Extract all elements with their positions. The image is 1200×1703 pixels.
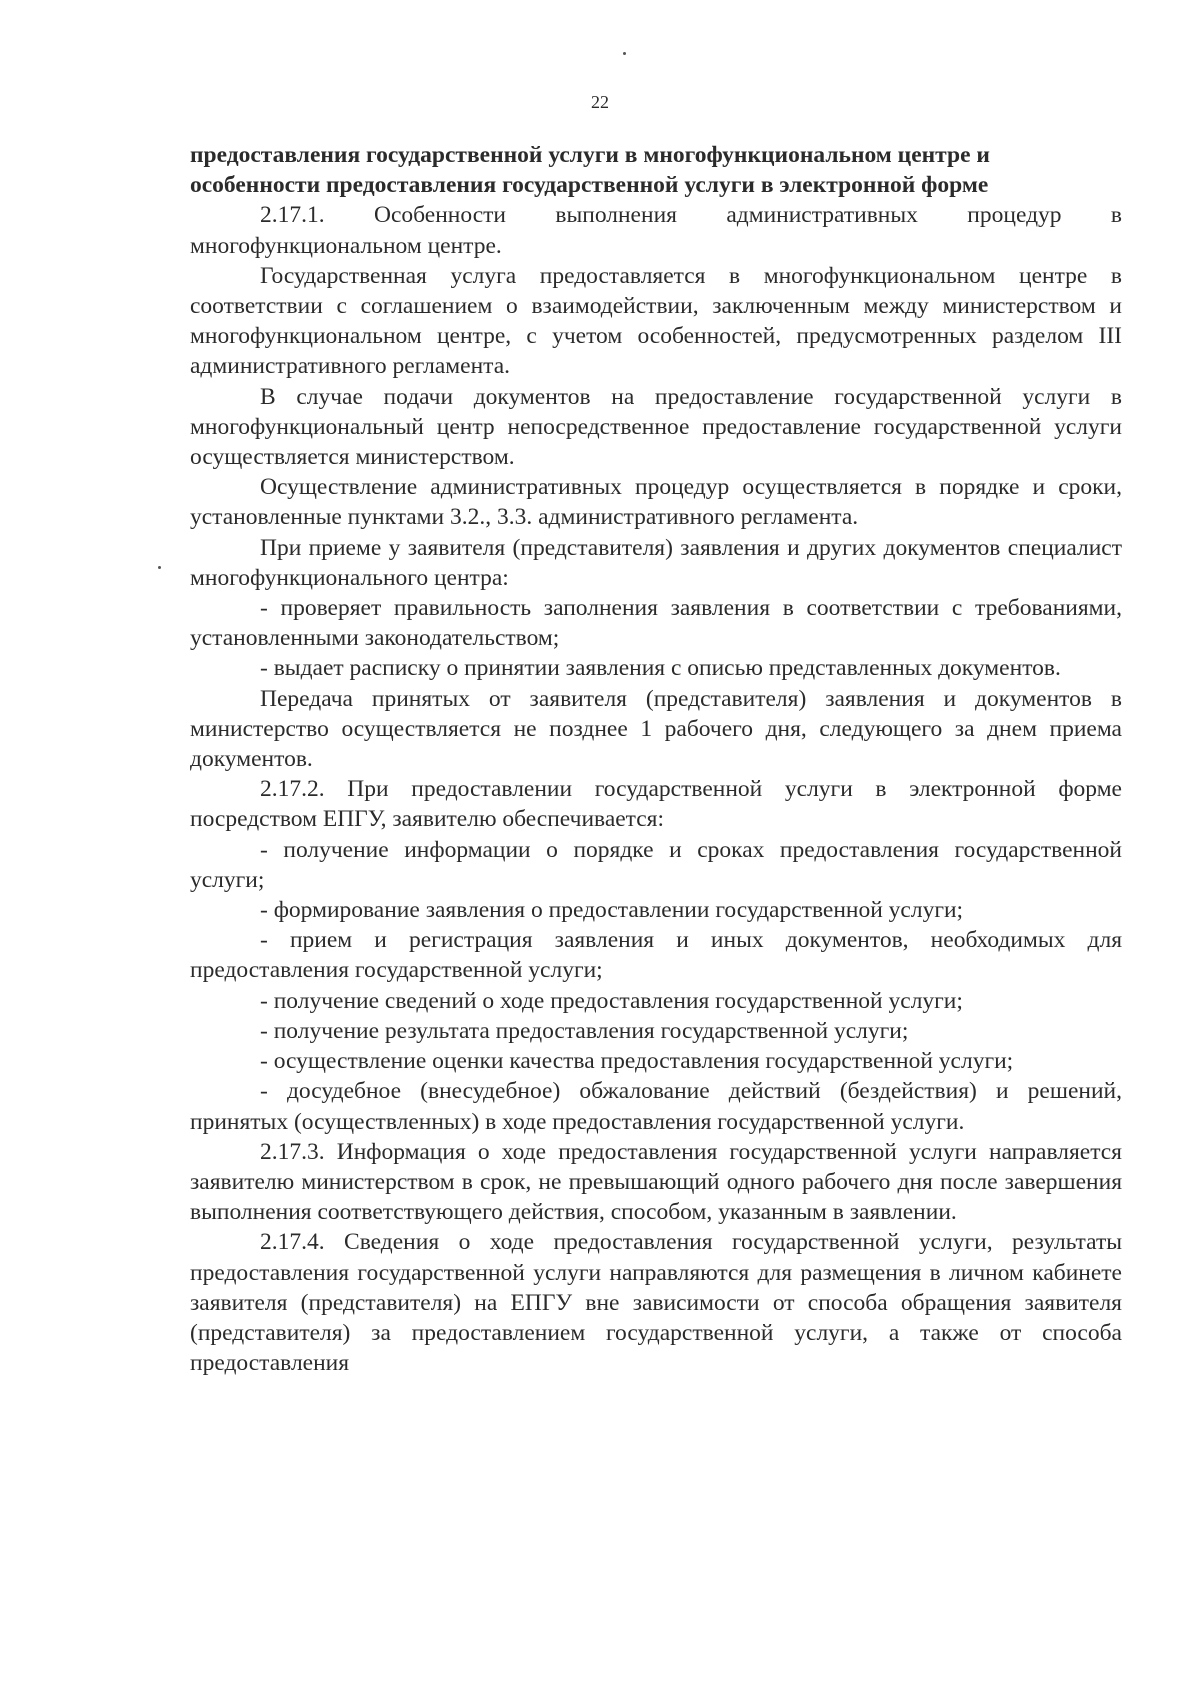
paragraph: Передача принятых от заявителя (представителя) заявления и документов в министерство осуществляется не позднее 1 рабочего дня, следующего за днем приема документов.: [190, 685, 1122, 773]
paragraph: 2.17.1. Особенности выполнения административных процедур в многофункциональном центре.: [190, 202, 1122, 259]
page-number: 22: [591, 92, 609, 112]
section-heading-line: предоставления государственной услуги в многофункциональном центре и: [190, 142, 990, 168]
paragraph: В случае подачи документов на предоставление государственной услуги в многофункциональный центр непосредственное предоставление государственной услуги осуществляется министерством.: [190, 383, 1122, 471]
section-heading-line: особенности предоставления государственной услуги в электронной форме: [190, 172, 989, 199]
list-item: - проверяет правильность заполнения заявления в соответствии с требованиями, установленными законодательством;: [190, 595, 1122, 652]
paragraph: 2.17.3. Информация о ходе предоставления государственной услуги направляется заявителю министерством в срок, не превышающий одного рабочего дня после завершения выполнения соответствующего действия, способом, указанным в заявлении.: [190, 1138, 1122, 1226]
paragraph: При приеме у заявителя (представителя) заявления и других документов специалист многофункционального центра:: [190, 534, 1122, 591]
paragraph: Осуществление административных процедур осуществляется в порядке и сроки, установленные пунктами 3.2., 3.3. административного регламента.: [190, 474, 1122, 531]
list-item: - формирование заявления о предоставлении государственной услуги;: [260, 897, 964, 924]
paragraph: 2.17.2. При предоставлении государственной услуги в электронной форме посредством ЕПГУ, заявителю обеспечивается:: [190, 776, 1122, 833]
list-item: - осуществление оценки качества предоставления государственной услуги;: [260, 1048, 1014, 1075]
paragraph: Государственная услуга предоставляется в многофункциональном центре в соответствии с соглашением о взаимодействии, заключенным между министерством и многофункциональном центре, с учетом особенностей, предусмотренных разделом III административного регламента.: [190, 262, 1122, 380]
list-item: - получение результата предоставления государственной услуги;: [260, 1017, 909, 1044]
list-item: - получение информации о порядке и сроках предоставления государственной услуги;: [190, 836, 1122, 893]
scan-speck: [623, 52, 626, 55]
list-item: - прием и регистрация заявления и иных документов, необходимых для предоставления государственной услуги;: [190, 927, 1122, 984]
paragraph: 2.17.4. Сведения о ходе предоставления государственной услуги, результаты предоставления государственной услуги направляются для размещения в личном кабинете заявителя (представителя) на ЕПГУ вне зависимости от способа обращения заявителя (представителя) за предоставлением государственной услуги, а также от способа предоставления: [190, 1229, 1122, 1377]
scan-speck: [158, 566, 161, 569]
document-body: [190, 140, 1122, 1378]
list-item: - досудебное (внесудебное) обжалование действий (бездействия) и решений, принятых (осуществленных) в ходе предоставления государственной услуги.: [190, 1078, 1122, 1135]
list-item: - получение сведений о ходе предоставления государственной услуги;: [260, 987, 963, 1014]
list-item: - выдает расписку о принятии заявления с описью представленных документов.: [260, 655, 1061, 682]
section-heading: [190, 140, 1122, 200]
